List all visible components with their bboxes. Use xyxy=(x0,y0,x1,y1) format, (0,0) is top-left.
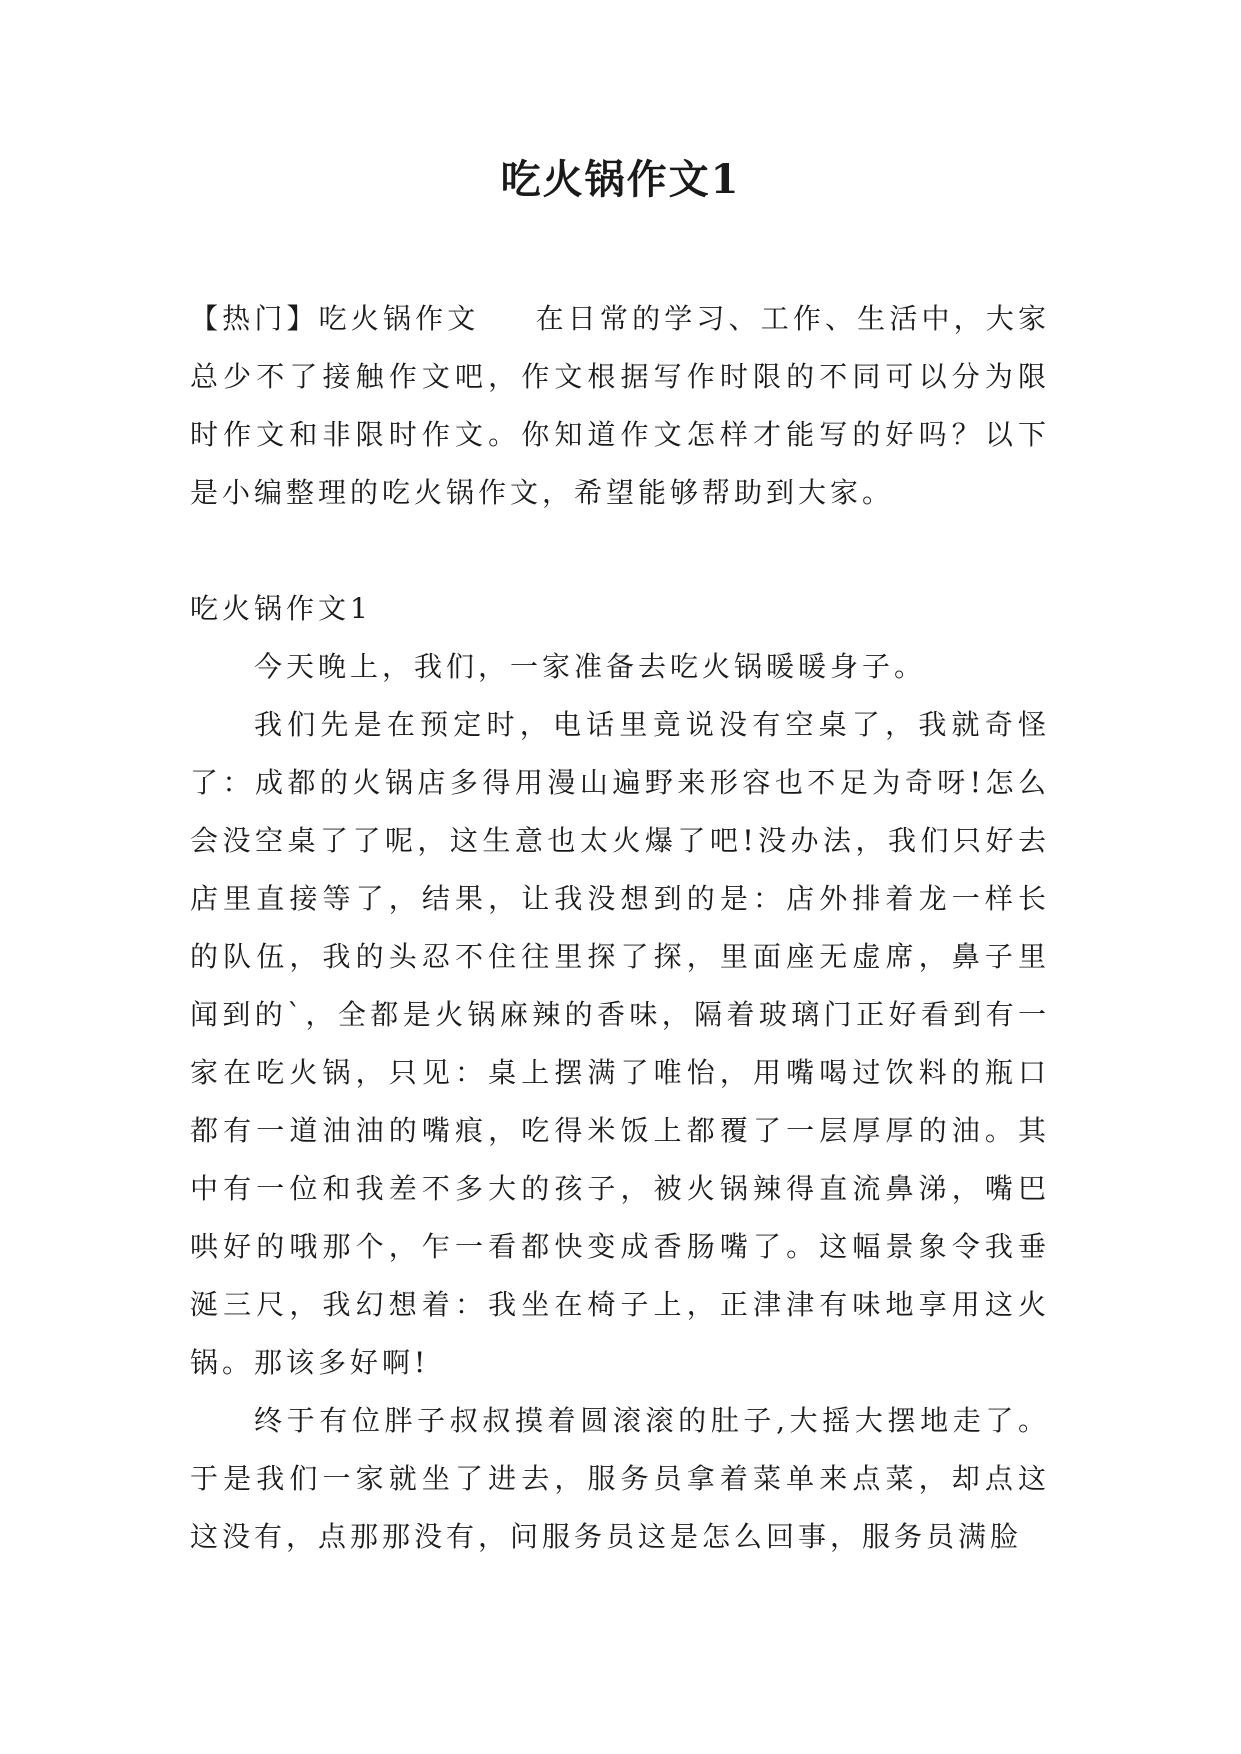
body-paragraph-1: 今天晚上，我们，一家准备去吃火锅暖暖身子。 xyxy=(254,650,927,683)
document-body xyxy=(190,290,1050,1566)
intro-paragraph xyxy=(190,290,1050,522)
intro-lead: 【热门】吃火锅作文 xyxy=(190,302,480,335)
section-heading: 吃火锅作文1 xyxy=(190,592,372,625)
document-title: 吃火锅作文1 xyxy=(500,156,741,203)
body-paragraph-3: 终于有位胖子叔叔摸着圆滚滚的肚子,大摇大摆地走了。于是我们一家就坐了进去，服务员拿着菜单来点菜，却点这这没有，点那那没有，问服务员这是怎么回事，服务员满脸 xyxy=(190,1404,1050,1553)
body-paragraph-2: 我们先是在预定时，电话里竟说没有空桌了，我就奇怪了：成都的火锅店多得用漫山遍野来形容也不足为奇呀!怎么会没空桌了了呢，这生意也太火爆了吧!没办法，我们只好去店里直接等了，结果，让我没想到的是：店外排着龙一样长的队伍，我的头忍不住往里探了探，里面座无虚席，鼻子里闻到的`，全都是火锅麻辣的香味，隔着玻璃门正好看到有一家在吃火锅，只见：桌上摆满了唯怡，用嘴喝过饮料的瓶口都有一道油油的嘴痕，吃得米饭上都覆了一层厚厚的油。其中有一位和我差不多大的孩子，被火锅辣得直流鼻涕，嘴巴哄好的哦那个，乍一看都快变成香肠嘴了。这幅景象令我垂涎三尺，我幻想着：我坐在椅子上，正津津有味地享用这火锅。那该多好啊! xyxy=(190,708,1050,1379)
intro-text: 在日常的学习、工作、生活中，大家总少不了接触作文吧，作文根据写作时限的不同可以分为限时作文和非限时作文。你知道作文怎样才能写的好吗？以下是小编整理的吃火锅作文，希望能够帮助到大家。 xyxy=(190,302,1050,509)
